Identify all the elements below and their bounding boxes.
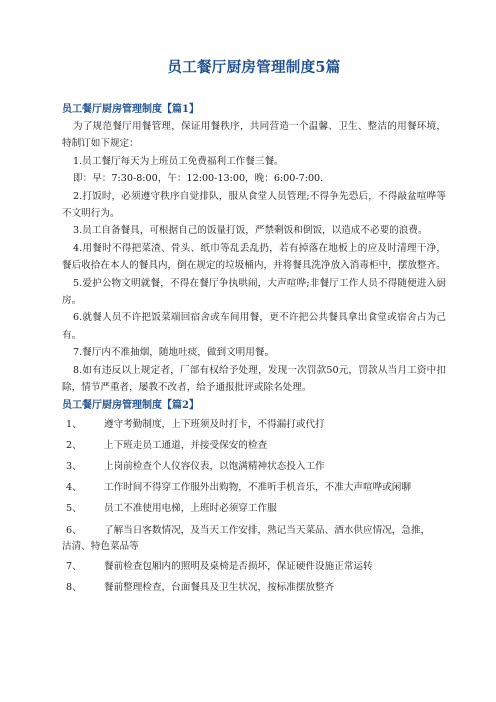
section-1-item: 5.爱护公物文明就餐，不得在餐厅争执哄闹，大声喧哗;非餐厅工作人员不得随便进入厨房。 xyxy=(62,277,446,307)
list-item-text: 餐前整理检查，台面餐具及卫生状况，按标准摆放整齐 xyxy=(104,581,335,593)
section-2-list xyxy=(62,414,446,599)
section-2 xyxy=(62,397,446,599)
document-title: 员工餐厅厨房管理制度5篇 xyxy=(167,59,341,76)
list-item-number: 4、 xyxy=(66,482,82,494)
section-1-item: 3.员工自备餐具，可根据自己的饭量打饭，严禁剩饭和倒饭，以造成不必要的浪费。 xyxy=(73,225,428,237)
section-1-item: 2.打饭时，必须遵守秩序自觉排队，服从食堂人员管理;不得争先恐后，不得敲盆喧哗等不文明行为。 xyxy=(62,190,446,220)
section-1-intro: 为了规范餐厅用餐管理，保证用餐秩序，共同营造一个温馨、卫生、整洁的用餐环境，特制订如下规定： xyxy=(62,121,446,150)
list-item xyxy=(62,435,446,456)
list-item-text: 了解当日客数情况，及当天工作安排，熟记当天菜品、酒水供应情况，急推， xyxy=(104,524,431,536)
list-item-text: 上岗前检查个人仪容仪表，以饱满精神状态投入工作 xyxy=(104,460,325,472)
list-item xyxy=(62,498,446,519)
list-item-number: 1、 xyxy=(66,418,82,430)
section-1-item: 7.餐厅内不准抽烟，随地吐痰，做到文明用餐。 xyxy=(73,347,275,359)
list-item-number: 2、 xyxy=(66,439,82,451)
section-1-item: 1.员工餐厅每天为上班员工免费福利工作餐三餐。 xyxy=(73,155,284,167)
section-1 xyxy=(62,101,446,397)
section-1-heading: 员工餐厅厨房管理制度【篇1】 xyxy=(62,104,199,115)
list-item xyxy=(62,520,446,556)
list-item-text: 员工不准使用电梯，上班时必须穿工作服 xyxy=(104,503,277,515)
list-item xyxy=(62,556,446,577)
list-item xyxy=(62,456,446,477)
list-item xyxy=(62,414,446,435)
section-1-item: 8.如有违反以上规定者，厂部有权给予处理，发现一次罚款50元，罚款从当月工资中扣除，情节严重者，屡教不改者，给予通报批评或除名处理。 xyxy=(62,364,446,394)
list-item-number: 6、 xyxy=(66,524,82,536)
list-item xyxy=(62,477,446,498)
list-item-continuation: 沽清、特色菜品等 xyxy=(62,540,139,552)
list-item-number: 8、 xyxy=(66,581,82,593)
list-item-text: 遵守考勤制度，上下班须及时打卡，不得漏打或代打 xyxy=(104,418,325,430)
list-item-number: 3、 xyxy=(66,460,82,472)
list-item xyxy=(62,577,446,598)
list-item-number: 5、 xyxy=(66,503,82,515)
section-1-item: 6.就餐人员不许把饭菜端回宿舍或车间用餐，更不许把公共餐具拿出食堂或宿舍占为己有。 xyxy=(62,312,446,341)
list-item-text: 上下班走员工通道，并接受保安的检查 xyxy=(104,439,268,451)
section-1-item: 4.用餐时不得把菜渣、骨头、纸巾等乱丢乱扔，若有掉落在地板上的应及时清理干净，餐后收拾在本人的餐具内，倒在规定的垃圾桶内，并将餐具洗净放入消毒柜中，摆放整齐。 xyxy=(62,242,446,272)
list-item-text: 餐前检查包厢内的照明及桌椅是否损坏，保证硬件设施正常运转 xyxy=(104,560,373,572)
section-2-heading: 员工餐厅厨房管理制度【篇2】 xyxy=(62,399,199,411)
list-item-text: 工作时间不得穿工作服外出购物，不准听手机音乐，不准大声喧哗或闲聊 xyxy=(104,482,411,494)
list-item-number: 7、 xyxy=(66,560,82,572)
section-1-item: 即：早：7:30-8:00，午：12:00-13:00，晚：6:00-7:00. xyxy=(73,173,324,185)
